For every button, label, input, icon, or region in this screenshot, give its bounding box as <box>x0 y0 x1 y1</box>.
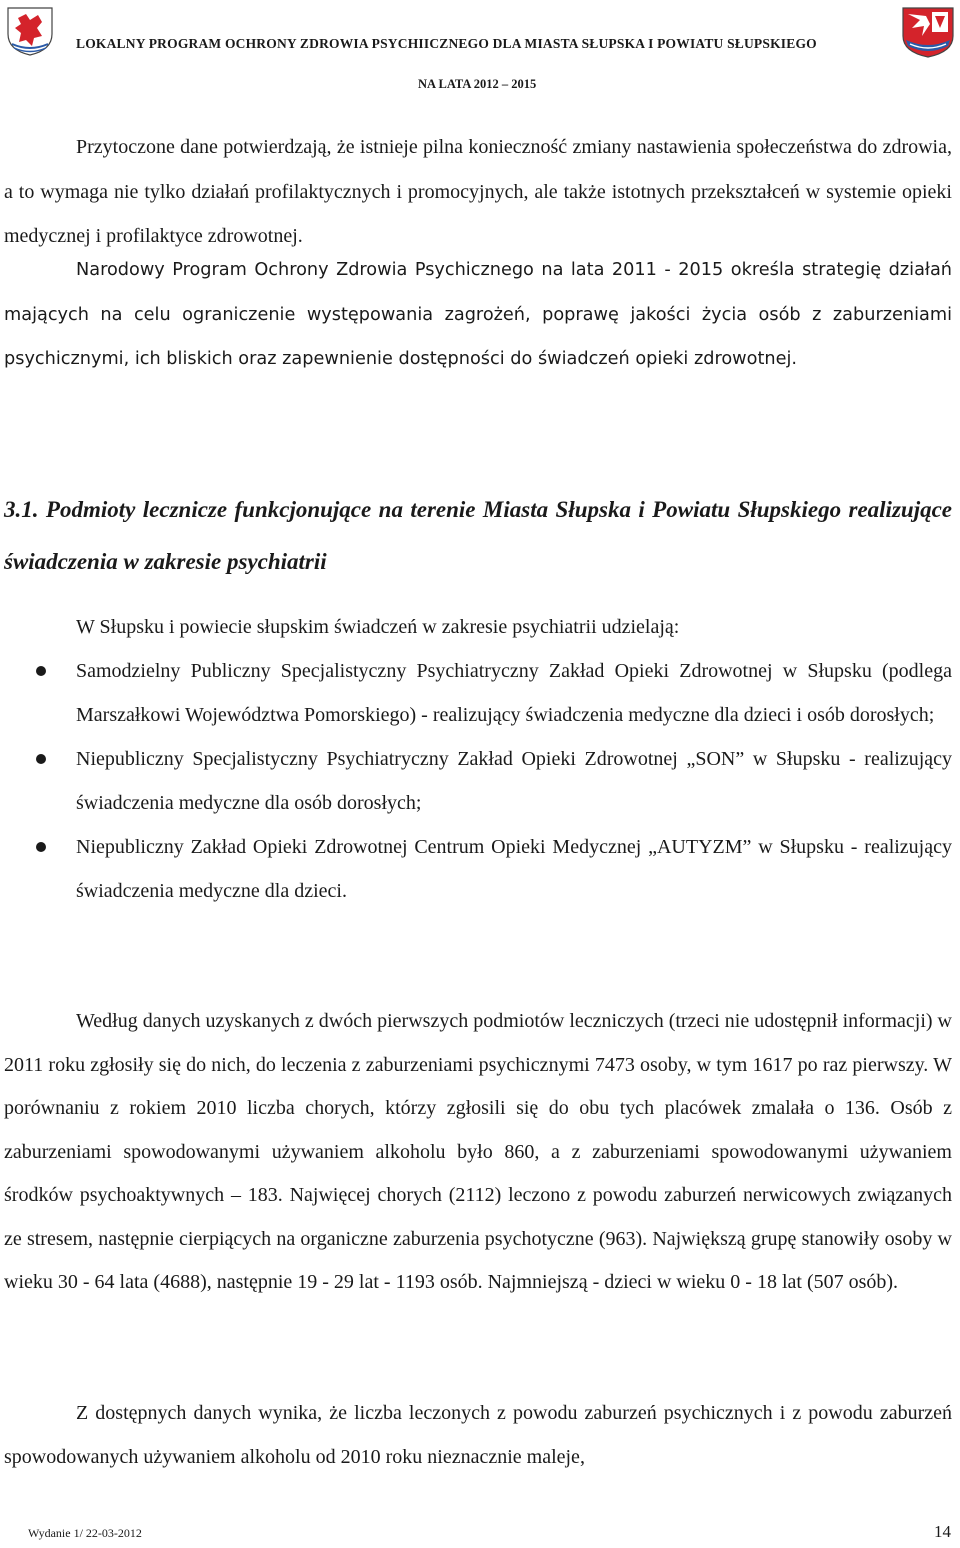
header-subtitle: NA LATA 2012 – 2015 <box>418 77 537 91</box>
list-item-text: Niepubliczny Specjalistyczny Psychiatryczny Zakład Opieki Zdrowotnej „SON” w Słupsku - realizujący świadczenia medyczne dla osób dorosłych; <box>76 748 952 814</box>
county-crest-icon <box>900 6 956 58</box>
list-item-text: Samodzielny Publiczny Specjalistyczny Psychiatryczny Zakład Opieki Zdrowotnej w Słupsku (podlega Marszałkowi Województwa Pomorskiego) - realizujący świadczenia medyczne dla dzieci i osób dorosłych; <box>76 660 952 726</box>
paragraph-4: Z dostępnych danych wynika, że liczba leczonych z powodu zaburzeń psychicznych i z powodu zaburzeń spowodowanych używaniem alkoholu od 2010 roku nieznacznie maleje, <box>4 1402 952 1468</box>
header-title: LOKALNY PROGRAM OCHRONY ZDROWIA PSYCHIICZNEGO DLA MIASTA SŁUPSKA I POWIATU SŁUPSKIEGO <box>76 36 817 51</box>
list-item-text: Niepubliczny Zakład Opieki Zdrowotnej Centrum Opieki Medycznej „AUTYZM” w Słupsku - realizujący świadczenia medyczne dla dzieci. <box>76 836 952 902</box>
list-intro: W Słupsku i powiecie słupskim świadczeń w zakresie psychiatrii udzielają: <box>76 616 680 638</box>
section-heading: 3.1. Podmioty lecznicze funkcjonujące na terenie Miasta Słupska i Powiatu Słupskiego realizujące świadczenia w zakresie psychiatrii <box>4 497 952 574</box>
facility-list <box>0 649 960 913</box>
griffin-crest-icon <box>4 6 56 56</box>
page-number: 14 <box>934 1522 951 1541</box>
footer-edition: Wydanie 1/ 22-03-2012 <box>28 1526 142 1540</box>
paragraph-2: Narodowy Program Ochrony Zdrowia Psychicznego na lata 2011 - 2015 określa strategię działań mających na celu ograniczenie występowania zagrożeń, poprawę jakości życia osób z zaburzeniami psychicznymi, ich bliskich oraz zapewnienie dostępności do świadczeń opieki zdrowotnej. <box>4 260 952 369</box>
list-item <box>0 649 952 737</box>
paragraph-1: Przytoczone dane potwierdzają, że istnieje pilna konieczność zmiany nastawienia społeczeństwa do zdrowia, a to wymaga nie tylko działań profilaktycznych i promocyjnych, ale także istotnych przekształceń w systemie opieki medycznej i profilaktyce zdrowotnej. <box>4 136 952 247</box>
bullet-icon <box>36 842 46 852</box>
list-item <box>0 737 952 825</box>
bullet-icon <box>36 666 46 676</box>
bullet-icon <box>36 754 46 764</box>
paragraph-3: Według danych uzyskanych z dwóch pierwszych podmiotów leczniczych (trzeci nie udostępnił informacji) w 2011 roku zgłosiły się do nich, do leczenia z zaburzeniami psychicznymi 7473 osoby, w tym 1617 po raz pierwszy. W porównaniu z rokiem 2010 liczba chorych, którzy zgłosili się do obu tych placówek zmalała o 136. Osób z zaburzeniami spowodowanymi używaniem alkoholu było 860, a z zaburzeniami spowodowanymi używaniem środków psychoaktywnych – 183. Najwięcej chorych (2112) leczono z powodu zaburzeń nerwicowych związanych ze stresem, następnie cierpiących na organiczne zaburzenia psychotyczne (963). Największą grupę stanowiły osoby w wieku 30 - 64 lata (4688), następnie 19 - 29 lat - 1193 osób. Najmniejszą - dzieci w wieku 0 - 18 lat (507 osób). <box>4 1010 952 1293</box>
list-item <box>0 825 952 913</box>
